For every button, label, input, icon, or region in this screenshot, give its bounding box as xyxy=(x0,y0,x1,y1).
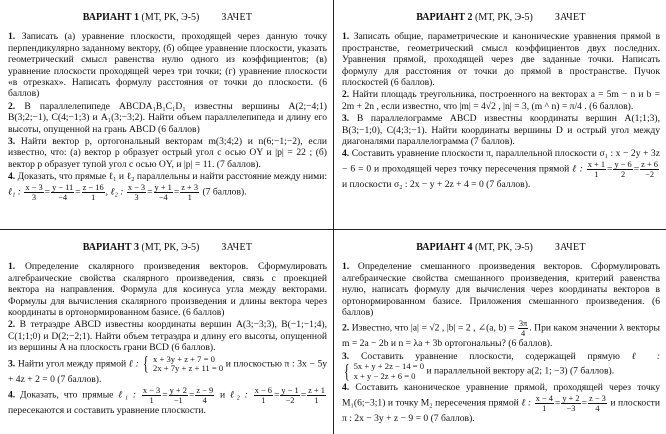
fraction xyxy=(640,160,659,179)
variant-meta: (МТ, РК, Э-5) xyxy=(141,12,200,23)
fraction xyxy=(127,183,146,202)
task-number: 2. xyxy=(342,89,350,101)
fraction xyxy=(154,183,173,202)
variant-meta: (МТ, РК, Э-5) xyxy=(475,12,533,23)
line-label: ℓ : xyxy=(128,358,139,370)
fraction xyxy=(142,386,161,405)
task-text: Доказать, что прямые xyxy=(20,389,114,401)
fraction xyxy=(587,160,606,179)
fraction xyxy=(535,394,554,413)
denominator: −1 xyxy=(173,396,183,406)
task-text: Известно, что |a| = √2 , |b| = 2 , ∠(a, b) = xyxy=(351,323,515,335)
task-3 xyxy=(8,355,327,385)
numerator: z + 3 xyxy=(181,182,199,192)
denominator: −2 xyxy=(285,396,295,406)
fraction xyxy=(169,386,188,405)
zachet-label: ЗАЧЕТ xyxy=(221,242,253,253)
numerator: y − 6 xyxy=(614,159,632,169)
task-text: . При каком значении λ векторы m = 2a − 2b и n = λa + 3b ортогональны? (6 баллов). xyxy=(342,323,660,350)
denominator: 3 xyxy=(31,192,37,202)
denominator: 1 xyxy=(594,169,599,179)
task-4: 4. Составить каноническое уравнение прямой, проходящей через точку M₁(6;−3;1) и точку M₂ пересечения прямой ℓ : $\frac{x - 4}{1}$ = $\frac{y + 2}{-3}$ = $\frac{z - 3}{4}$ и плоскости π : 2x − 3y + z − 9 = 0 (7 баллов). xyxy=(342,382,661,424)
fraction xyxy=(51,183,74,202)
denominator: 1 xyxy=(91,192,96,202)
fraction xyxy=(561,394,580,413)
task-number: 1. xyxy=(342,31,350,43)
task-text: и плоскости σ₂ : 2x − y + 2z + 4 = 0 (7 баллов). xyxy=(342,178,531,190)
denominator: −4 xyxy=(158,192,168,202)
brace-icon: { xyxy=(343,360,350,383)
task-text: пересекаются и составить уравнение плоскости. xyxy=(8,405,206,417)
task-text: Записать (а) уравнение плоскости, проходящей через данную точку перпендикулярно заданному вектору, (б) общее уравнение плоскости, указать геометрический смысл равенства нулю одного из коэффициентов; (в) уравнение плоскости проходящей через три точки; (г) уравнение плоскости «в отрезках». Написать формулу расстояния от точки до плоскости. (6 баллов) xyxy=(8,31,327,100)
fraction xyxy=(254,386,273,405)
task-text: Записать общие, параметрические и канонические уравнения прямой в пространстве, геометрический смысл коэффициентов двух последних. Уравнения прямой, проходящей через две заданные точки. Написать формулу для расстояния от точки до прямой в пространстве. Пучок плоскостей (6 баллов). xyxy=(342,31,660,89)
denominator: 4 xyxy=(202,396,207,406)
task-text: Составить каноническое уравнение прямой, проходящей через точку M₁(6;−3;1) и точку M₂ пересечения прямой xyxy=(342,382,660,409)
task-text: Найти площадь треугольника, построенного на векторах a = 5m − n и b = 2m + 2n , если известно, что |m| = 4√2 , |n| = 3, (m ^ n) = π/4 . (6 баллов). xyxy=(342,89,660,112)
variant-title: ВАРИАНТ 1 xyxy=(82,12,140,23)
numerator: x − 3 xyxy=(127,182,146,192)
numerator: x + 1 xyxy=(587,159,606,169)
line-label: ℓ : xyxy=(631,350,661,362)
task-number: 2. xyxy=(342,323,350,335)
denominator: 4 xyxy=(520,329,526,339)
numerator: y + 2 xyxy=(562,393,580,403)
denominator: 4 xyxy=(595,403,600,413)
denominator: 1 xyxy=(187,192,192,202)
task-text: Определение скалярного произведения векторов. Сформулировать алгебраические свойства скалярного произведения, связь с проекцией вектора на направления. Формула для косинуса угла между векторами. Формулы для вычисления скалярного произведения и длины вектора через координаты в ортонормированном базисе. (6 баллов) xyxy=(8,261,327,319)
task-4: 4. Доказать, что прямые ℓ₁ : $\frac{x - 3}{1}$ = $\frac{y + 2}{-1}$ = $\frac{z - 9}{4}$ и ℓ₂ : $\frac{x - 6}{1}$ = $\frac{y - 1}{-2}$ = $\frac{z + 1}{1}$ пересекаются и составить уравнение плоскости. xyxy=(8,386,325,417)
task-number: 3. xyxy=(342,113,350,125)
fraction xyxy=(613,160,632,179)
task-1 xyxy=(342,31,660,88)
task-text: Определение смешанного произведения векторов. Сформулировать алгебраические свойства смешанного произведения, критерий равенства нулю, написать формулу для вычисления через координаты векторов в ортонормированном базисе. Приложения смешанного произведения. (6 баллов) xyxy=(342,261,660,319)
system-row: x + 3y + z + 7 = 0 xyxy=(153,353,215,364)
fraction xyxy=(588,394,607,413)
variant-meta: (МТ, РК, Э-5) xyxy=(141,242,200,253)
task-text: и xyxy=(220,389,226,401)
task-text: В параллелепипеде ABCDA₁B₁C₁D₁ известны вершины A(2;−4;1) B(3;2;−1), C(4;−1;3) и A₁(3;−3;2). Найти объем параллелепипеда и длину его высоты, опущенной на грань ABCD (6 баллов) xyxy=(8,100,327,135)
task-number: 1. xyxy=(8,261,16,273)
task-text: и плоскостью xyxy=(225,358,282,370)
line-label: ℓ₁ : xyxy=(118,389,137,401)
task-1 xyxy=(8,31,327,99)
card-header xyxy=(342,230,660,261)
equation-system xyxy=(342,362,424,381)
variant-title: ВАРИАНТ 3 xyxy=(82,242,140,253)
task-text: Составить уравнение плоскости π, параллельной плоскости σ₁ : x − 2y + 3z − 6 = 0 и проходящей через точку пересечения прямой xyxy=(342,148,660,175)
task-text: плоскости π : 2x − 3y + z − 9 = 0 (7 баллов). xyxy=(342,397,661,424)
task-number: 1. xyxy=(8,31,16,43)
zachet-label: ЗАЧЕТ xyxy=(554,242,586,253)
variant-card-3 xyxy=(0,230,333,434)
task-number: 4. xyxy=(8,389,16,401)
task-number: 3. xyxy=(8,136,16,148)
task-text: В параллелограмме ABCD известны координаты вершин A(1;1;3), B(3;−1;0), C(4;3;−1). Найти координаты вершины D и острый угол между диагоналями параллелограмма (7 баллов). xyxy=(342,113,660,148)
numerator: z + 6 xyxy=(641,159,658,169)
variant-card-1 xyxy=(0,0,333,229)
numerator: 3π xyxy=(518,319,528,329)
fraction xyxy=(307,386,326,405)
numerator: z − 9 xyxy=(196,386,214,396)
task-text: и xyxy=(610,397,616,409)
task-4: 4. Составить уравнение плоскости π, параллельной плоскости σ₁ : x − 2y + 3z − 6 = 0 и проходящей через точку пересечения прямой ℓ : $\frac{x + 1}{1}$ = $\frac{y - 6}{2}$ = $\frac{z + 6}{-2}$ и плоскости σ₂ : 2x − y + 2z + 4 = 0 (7 баллов). xyxy=(342,148,660,190)
denominator: 3 xyxy=(134,192,139,202)
variant-title: ВАРИАНТ 4 xyxy=(416,242,473,253)
numerator: z − 3 xyxy=(589,393,606,403)
denominator: −4 xyxy=(58,192,68,202)
denominator: −2 xyxy=(645,169,655,179)
fraction xyxy=(518,319,528,338)
numerator: y − 1 xyxy=(281,386,299,396)
task-1 xyxy=(8,261,327,318)
card-header xyxy=(342,0,660,31)
task-text: π : 3x − 5y + 4z + 2 = 0 (7 баллов). xyxy=(8,358,328,385)
task-number: 2. xyxy=(8,319,16,331)
task-number: 1. xyxy=(342,261,350,273)
task-2 xyxy=(342,319,660,349)
fraction xyxy=(82,183,105,202)
fraction xyxy=(24,183,43,202)
system-row: 2x + 7y + z + 11 = 0 xyxy=(153,363,224,374)
denominator: 2 xyxy=(621,169,626,179)
numerator: x − 3 xyxy=(25,182,43,192)
denominator: 1 xyxy=(261,396,266,406)
task-3 xyxy=(342,113,660,147)
task-number: 4. xyxy=(342,148,350,160)
brace-icon: { xyxy=(143,353,150,376)
task-3 xyxy=(8,136,327,170)
variant-title: ВАРИАНТ 2 xyxy=(416,12,473,23)
variant-card-4 xyxy=(334,230,666,434)
task-points: (7 баллов). xyxy=(202,186,247,198)
task-2 xyxy=(342,89,660,112)
card-header xyxy=(8,230,327,261)
denominator: 1 xyxy=(314,396,319,406)
denominator: 1 xyxy=(542,403,547,413)
zachet-label: ЗАЧЕТ xyxy=(221,12,253,23)
line-label: ℓ₂ : xyxy=(230,389,248,401)
task-text: В тетраэдре ABCD известны координаты вершин A(3;−3;3), B(−1;−1;4), C(1;1;0) и D(2;−2;1). Найти объем тетраэдра и длину его высоты, опущенной из вершины A на плоскость грани BCD (6 баллов). xyxy=(8,319,327,354)
numerator: y + 2 xyxy=(169,386,187,396)
numerator: y + 1 xyxy=(154,182,172,192)
line-label: ℓ₁ : xyxy=(8,186,21,198)
task-number: 4. xyxy=(342,382,350,394)
fraction xyxy=(195,386,214,405)
numerator: z + 1 xyxy=(308,386,325,396)
denominator: 1 xyxy=(149,396,154,406)
task-text: Составить уравнение плоскости, содержащей прямую xyxy=(360,350,620,362)
task-number: 2. xyxy=(8,100,16,112)
fraction xyxy=(180,183,199,202)
equation-system xyxy=(141,355,223,374)
variant-card-2 xyxy=(334,0,666,229)
task-2 xyxy=(8,101,327,135)
task-2 xyxy=(8,319,327,353)
denominator: −3 xyxy=(566,403,576,413)
numerator: z − 16 xyxy=(82,182,104,192)
task-number: 3. xyxy=(8,358,16,370)
task-text: Найти вектор p, ортогональный векторам m(3;4;2) и n(6;−1;−2), если известно, что: (а) вектор p образует острый угол с осью OY и |p| = 22 ; (б) вектор p образует тупой угол с осью OY, и |p| = 11. (7 баллов). xyxy=(8,136,327,170)
system-row: x + y − 2z + 6 = 0 xyxy=(353,370,416,381)
task-text: Доказать, что прямые ℓ₁ и ℓ₂ параллельны и найти расстояние между ними: xyxy=(17,171,327,183)
system-row: 5x + y + 2z − 14 = 0 xyxy=(353,361,425,372)
task-3 xyxy=(342,351,660,381)
variant-meta: (МТ, РК, Э-5) xyxy=(475,242,533,253)
line-label: ℓ : xyxy=(572,163,583,175)
task-text: и параллельной вектору a(2; 1; −3) (7 баллов). xyxy=(426,365,615,377)
task-number: 4. xyxy=(8,171,16,183)
numerator: x − 4 xyxy=(535,393,553,403)
numerator: y − 11 xyxy=(52,182,74,192)
line-label: ℓ₂ : xyxy=(110,186,124,198)
task-4: 4. Доказать, что прямые ℓ₁ и ℓ₂ параллельны и найти расстояние между ними: ℓ₁ : $\frac{x - 3}{3}$ = $\frac{y - 11}{-4}$ = $\frac{z - 16}{1}$ , ℓ₂ : $\frac{x - 3}{3}$ = $\frac{y + 1}{-4}$ = $\frac{z + 3}{1}$ (7 баллов). xyxy=(8,171,327,202)
numerator: x − 6 xyxy=(254,386,272,396)
fraction xyxy=(280,386,299,405)
task-number: 3. xyxy=(342,350,350,362)
card-header xyxy=(8,0,327,31)
numerator: x − 3 xyxy=(142,386,161,396)
task-text: Найти угол между прямой xyxy=(17,358,127,370)
task-1 xyxy=(342,261,660,318)
line-label: ℓ : xyxy=(521,397,532,409)
zachet-label: ЗАЧЕТ xyxy=(554,12,586,23)
